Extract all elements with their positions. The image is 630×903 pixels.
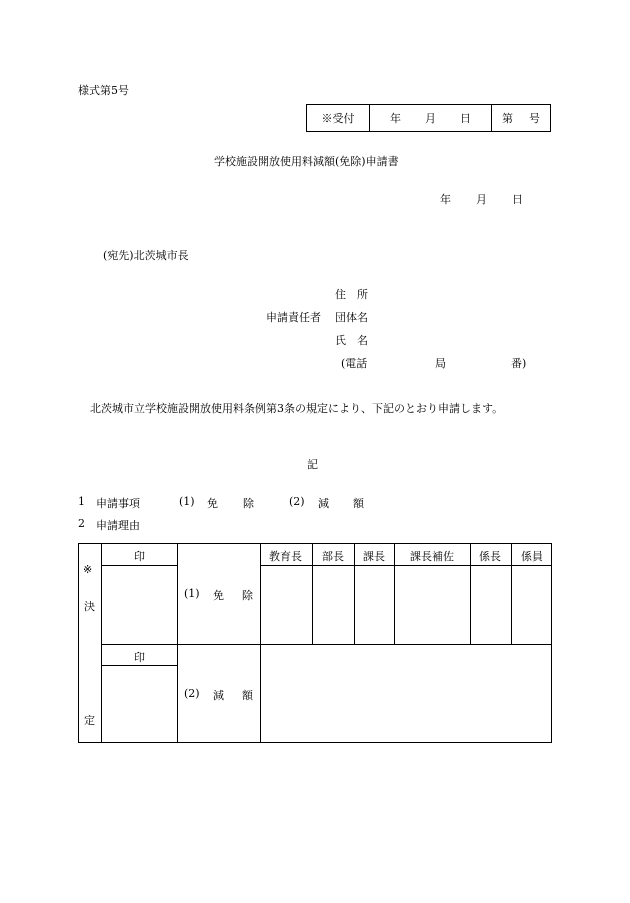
grid-line bbox=[470, 544, 471, 644]
role-subsection-chief: 係長 bbox=[479, 550, 501, 563]
item1-option2-num: (2) bbox=[289, 495, 305, 508]
date-line bbox=[440, 191, 523, 207]
phone-number: 番) bbox=[511, 357, 527, 370]
approval-table bbox=[78, 543, 552, 743]
decision-char-2: 定 bbox=[84, 714, 95, 727]
role-staff: 係員 bbox=[521, 550, 543, 563]
item1-option2-a: 減 bbox=[318, 497, 329, 510]
decision-char-1: 決 bbox=[84, 600, 95, 613]
phone-open: (電話 bbox=[341, 357, 368, 370]
exemption-char-b: 除 bbox=[242, 589, 253, 602]
role-department-head: 部長 bbox=[322, 550, 344, 563]
reduction-char-a: 減 bbox=[213, 689, 224, 702]
role-section-chief: 課長 bbox=[363, 550, 385, 563]
grid-line bbox=[394, 544, 395, 644]
receipt-number-prefix: 第 bbox=[502, 112, 513, 125]
item2-label: 申請理由 bbox=[96, 519, 140, 532]
item1-label: 申請事項 bbox=[96, 497, 140, 510]
role-superintendent: 教育長 bbox=[269, 550, 302, 563]
grid-line bbox=[312, 544, 313, 644]
receipt-date bbox=[370, 105, 492, 132]
item1-option1-num: (1) bbox=[179, 495, 195, 508]
grid-line bbox=[354, 544, 355, 644]
receipt-box bbox=[306, 104, 551, 132]
note-mark: ※ bbox=[83, 563, 93, 576]
reduction-num: (2) bbox=[184, 687, 200, 700]
role-assistant-chief: 課長補佐 bbox=[410, 550, 454, 563]
grid-line bbox=[260, 565, 552, 566]
exemption-num: (1) bbox=[184, 587, 200, 600]
reduction-char-b: 額 bbox=[242, 689, 253, 702]
date-month: 月 bbox=[476, 193, 487, 206]
item1-option1-a: 免 bbox=[207, 497, 218, 510]
grid-line bbox=[101, 544, 102, 742]
phone-exchange: 局 bbox=[435, 357, 446, 370]
receipt-number-suffix: 号 bbox=[529, 112, 540, 125]
form-number: 様式第5号 bbox=[78, 84, 129, 97]
addressee: (宛先)北茨城市長 bbox=[103, 249, 189, 262]
item1-number: 1 bbox=[78, 495, 85, 508]
receipt-year: 年 bbox=[390, 112, 401, 125]
item2-number: 2 bbox=[78, 517, 85, 530]
grid-line bbox=[260, 544, 261, 742]
name-label: 氏 名 bbox=[335, 334, 368, 347]
receipt-month: 月 bbox=[425, 112, 436, 125]
receipt-day: 日 bbox=[460, 112, 471, 125]
group-name-label: 団体名 bbox=[335, 311, 368, 324]
received-label: ※受付 bbox=[307, 105, 370, 132]
seal-label-2: 印 bbox=[134, 651, 145, 664]
grid-line bbox=[101, 644, 552, 645]
date-year: 年 bbox=[440, 193, 451, 206]
grid-line bbox=[511, 544, 512, 644]
exemption-char-a: 免 bbox=[213, 589, 224, 602]
grid-line bbox=[177, 544, 178, 742]
ki-heading: 記 bbox=[307, 458, 318, 471]
seal-label-1: 印 bbox=[134, 550, 145, 563]
item1-option2-b: 額 bbox=[353, 497, 364, 510]
date-day: 日 bbox=[512, 193, 523, 206]
document-title: 学校施設開放使用料減額(免除)申請書 bbox=[214, 155, 399, 168]
address-label: 住 所 bbox=[335, 288, 368, 301]
grid-line bbox=[101, 665, 178, 666]
receipt-number bbox=[492, 105, 551, 132]
body-text: 北茨城市立学校施設開放使用料条例第3条の規定により、下記のとおり申請します。 bbox=[90, 402, 504, 415]
item1-option1-b: 除 bbox=[243, 497, 254, 510]
grid-line bbox=[101, 565, 178, 566]
responsible-label: 申請責任者 bbox=[266, 311, 321, 324]
